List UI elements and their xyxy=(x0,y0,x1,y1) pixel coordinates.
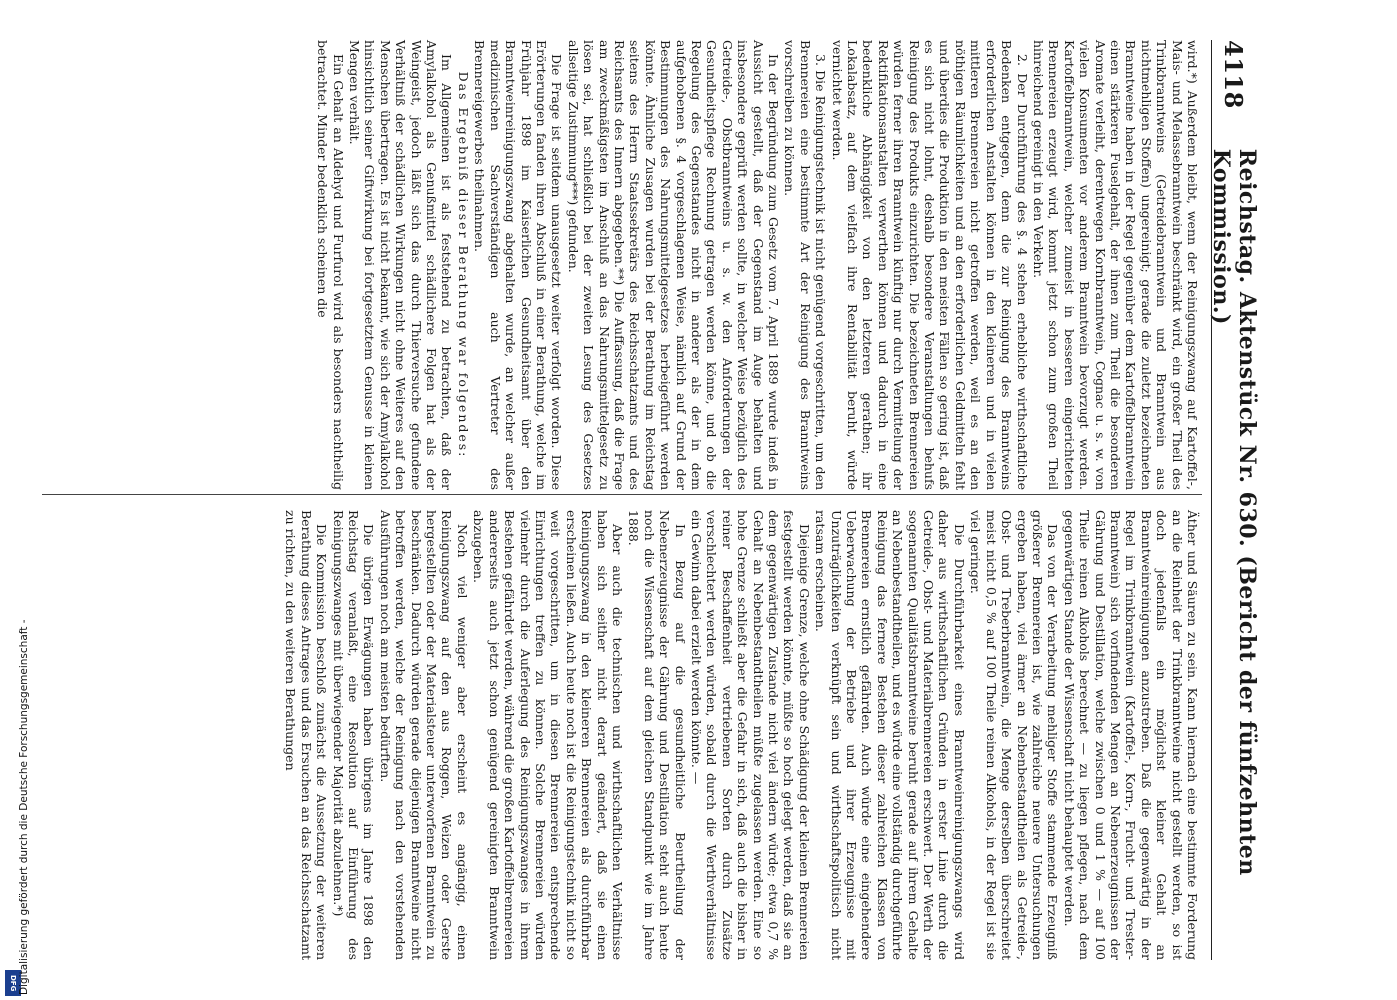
paragraph: Die übrigen Erwägungen haben übrigens im Jahre 1898 den Reichstag veranlaßt, eine Resolution auf Einführung des Reinigungszwanges mit überwiegender Majorität abzulehnen.*) xyxy=(330,510,377,960)
paragraph: Diejenige Grenze, welche ohne Schädigung der kleinen Brennereien festgestellt werden könnte, müßte so hoch gelegt werden, daß sie an dem gegenwärtigen Zustande nicht viel ändern würde; etwa 0,7 % Gehalt an Nebenbestandtheilen müßte zugelassen werden. Eine so hohe Grenze schließt aber die Gefahr in sich, daß auch die bisher in reiner Beschaffenheit vertriebenen Sorten durch Zusätze verschlechtert werden würden, sobald durch die Werthverhältnisse ein Gewinn dabei erzielt werden könnte. — xyxy=(689,510,812,960)
dfg-logo: DFG xyxy=(5,970,21,996)
page-title: Reichstag. Aktenstück Nr. 630. (Bericht der fünfzehnten Kommission.) xyxy=(1208,148,1260,876)
paragraph: Äther und Säuren zu sein. Kann hiernach eine bestimmte Forderung an die Reinheit der Trinkbranntweine nicht gestellt werden, so ist doch jedenfalls ein möglichst kleiner Gehalt an Branntweinreinigungen anzustreben. Daß die gegenwärtig in der Regel im Trinkbranntwein (Kartoffel-, Korn-, Frucht- und Trester-Branntwein) sich vorfindenden Mengen an Nebenerzeugnissen der Gährung und Destillation, welche zwischen 0 und 1 % — auf 100 Theile reinen Alkohols berechnet — zu liegen pflegen, nach dem gegenwärtigen Stande der Wissenschaft nicht behauptet werden. xyxy=(1061,510,1200,960)
column-divider xyxy=(42,494,1202,495)
paragraph: Ein Gehalt an Aldehyd und Furfurol wird als besonders nachtheilig betrachtet. Minder bedenklich scheinen die xyxy=(315,40,346,490)
right-column xyxy=(282,510,1200,960)
paragraph: wird.*) Außerdem bleibt, wenn der Reinigungszwang auf Kartoffel-, Mais- und Melassebranntwein beschränkt wird, ein großer Theil des Trinkbranntweins (Getreidebranntwein und Branntwein aus nichtmehligen Stoffen) ungereinigt; gerade die zuletzt bezeichneten Branntweine haben in der Regel gegenüber dem Kartoffelbranntwein einen stärkeren Fuselgehalt, der ihnen zum Theil die besonderen Aromate verleiht, derentwegen Kornbranntwein, Cognac u. s. w. von vielen Konsumenten vor anderem Branntwein bevorzugt werden. Kartoffelbranntwein, welcher zumeist in besseren eingerichteten Brennereien erzeugt wird, kommt jetzt schon zum großen Theil hinreichend gereinigt in den Verkehr. xyxy=(1030,40,1200,490)
paragraph: 2. Der Durchführung des §. 4 stehen erhebliche wirthschaftliche Bedenken entgegen, denn die zur Reinigung des Branntweins erforderlichen Anstalten können in den kleineren und in vielen mittleren Brennereien nicht getroffen werden, weil es an den nöthigen Räumlichkeiten und an den erforderlichen Geldmitteln fehlt und überdies die Produktion in den meisten Fällen so gering ist, daß es sich nicht lohnt, deshalb besondere Veranstaltungen behufs Reinigung des Produkts einzurichten. Die bezeichneten Brennereien würden ferner ihren Branntwein künftig nur durch Vermittelung der Rektifikationsanstalten verwerthen können und dadurch in eine bedenkliche Abhängigkeit von den letzteren gerathen; ihr Lokalabsatz, auf dem vielfach ihre Rentabilität beruht, würde vernichtet werden. xyxy=(829,40,1030,490)
digitization-credit xyxy=(2,0,30,1000)
page-number: 4118 xyxy=(1219,40,1249,109)
paragraph: Aber auch die technischen und wirthschaftlichen Verhältnisse haben sich seither nicht derart geändert, daß sie einen Reinigungszwang in den kleineren Brennereien als durchführbar erscheinen ließen. Auch heute noch ist die Reinigungstechnik nicht so weit vorgeschritten, um in diesen Brennereien entsprechende Einrichtungen treffen zu können. Solche Brennereien würden vielmehr durch die Auferlegung des Reinigungszwanges in ihrem Bestehen gefährdet werden, während die großen Kartoffelbrennereien andererseits auch jetzt schon genügend gereinigten Branntwein abzugeben. xyxy=(471,510,625,960)
credit-text: Digitalisierung gefördert durch die Deutsche Forschungsgemeinschaft - xyxy=(18,619,30,995)
paragraph: Die Kommission beschloß zunächst die Aussetzung der weiteren Berathung dieses Antrages und das Ersuchen an das Reichsschatzamt zu richten, zu den weiteren Berathungen xyxy=(283,510,330,960)
page-header xyxy=(1208,40,1260,960)
paragraph: Im Allgemeinen ist als feststehend zu betrachten, daß der Amylalkohol als Genußmittel schädlichere Folgen hat als der Weingeist, jedoch läßt sich das durch Thierversuche gefundene Verhältniß der schädlichen Wirkungen nicht ohne Weiteres auf den Menschen übertragen. Es ist nicht bekannt, wie sich der Amylalkohol hinsichtlich seiner Giftwirkung bei fortgesetztem Genusse in kleinen Mengen verhält. xyxy=(347,40,455,490)
paragraph: In Bezug auf die gesundheitliche Beurtheilung der Nebenerzeugnisse der Gährung und Destillation steht auch heute noch die Wissenschaft auf dem gleichen Standpunkt wie im Jahre 1888. xyxy=(626,510,688,960)
paragraph: Das Ergebniß dieser Berathung war folgendes: xyxy=(455,71,471,459)
paragraph: 3. Die Reinigungstechnik ist nicht genügend vorgeschritten, um den Brennereien eine bestimmte Art der Reinigung des Branntweins vorschreiben zu können. xyxy=(782,40,829,490)
paragraph: Noch viel weniger aber erscheint es angängig, einen Reinigungszwang auf den aus Roggen, Weizen oder Gerste hergestellten oder der Materialsteuer unterworfenen Branntwein zu beschränken. Dadurch würden gerade diejenigen Branntweine nicht betroffen werden, welche der Reinigung nach den vorstehenden Ausführungen noch am meisten bedürften. xyxy=(377,510,470,960)
paragraph: Die Durchführbarkeit eines Branntweinreinigungszwangs wird daher aus wirthschaftlichen Gründen in erster Linie durch die Getreide-, Obst- und Materialbrennereien erschwert. Der Werth der sogenannten Qualitätsbranntweine beruht gerade auf ihrem Gehalte an Nebenbestandtheilen, und es würde eine vollständig durchgeführte Reinigung das fernere Bestehen dieser zahlreichen Klassen von Brennereien ernstlich gefährden. Auch würde eine eingehendere Ueberwachung der Betriebe und ihrer Erzeugnisse mit Unzuträglichkeiten verknüpft sein und wirthschaftspolitisch nicht ratsam erscheinen. xyxy=(813,510,967,960)
header-rule xyxy=(1211,40,1212,960)
left-column xyxy=(314,40,1200,490)
paragraph: In der Begründung zum Gesetz vom 7. April 1889 wurde indeß in Aussicht gestellt, daß der Gegenstand im Auge behalten und insbesondere geprüft werden sollte, in welcher Weise bezüglich des Getreide-, Obstbranntweins u. s. w. den Anforderungen der Gesundheitspflege Rechnung getragen werden könne, und ob die Regelung des Gegenstandes nicht in anderer als der in dem aufgehobenen §. 4 vorgeschlagenen Weise, nämlich auf Grund der Bestimmungen des Nahrungsmittelgesetzes herbeigeführt werden könnte. Ähnliche Zusagen wurden bei der Berathung im Reichstag seitens des Herrn Staatssekretärs des Reichsschatzamts und des Reichsamts des Innern abgegeben.**) Die Auffassung, daß die Frage am zweckmäßigsten im Anschluß an das Nahrungsmittelgesetz zu lösen sei, hat schließlich bei der zweiten Lesung des Gesetzes allseitige Zustimmung***) gefunden. xyxy=(565,40,782,490)
paragraph: Das von der Verarbeitung mehliger Stoffe stammende Erzeugniß größerer Brennereien ist, wie zahlreiche neuere Untersuchungen ergeben haben, viel ärmer an Nebenbestandtheilen als Getreide-, Obst- und Treberbranntwein, die Menge derselben überschreitet meist nicht 0,5 % auf 100 Theile reinen Alkohols, in der Regel ist sie viel geringer. xyxy=(968,510,1061,960)
paragraph: Die Frage ist seitdem unausgesetzt weiter verfolgt worden. Diese Erörterungen fanden ihren Abschluß in einer Berathung, welche im Frühjahr 1898 im Kaiserlichen Gesundheitsamt über den Branntweinreinigungszwang abgehalten wurde, an welcher außer medizinischen Sachverständigen auch Vertreter des Brennereigewerbes theilnahmen. xyxy=(472,40,565,490)
